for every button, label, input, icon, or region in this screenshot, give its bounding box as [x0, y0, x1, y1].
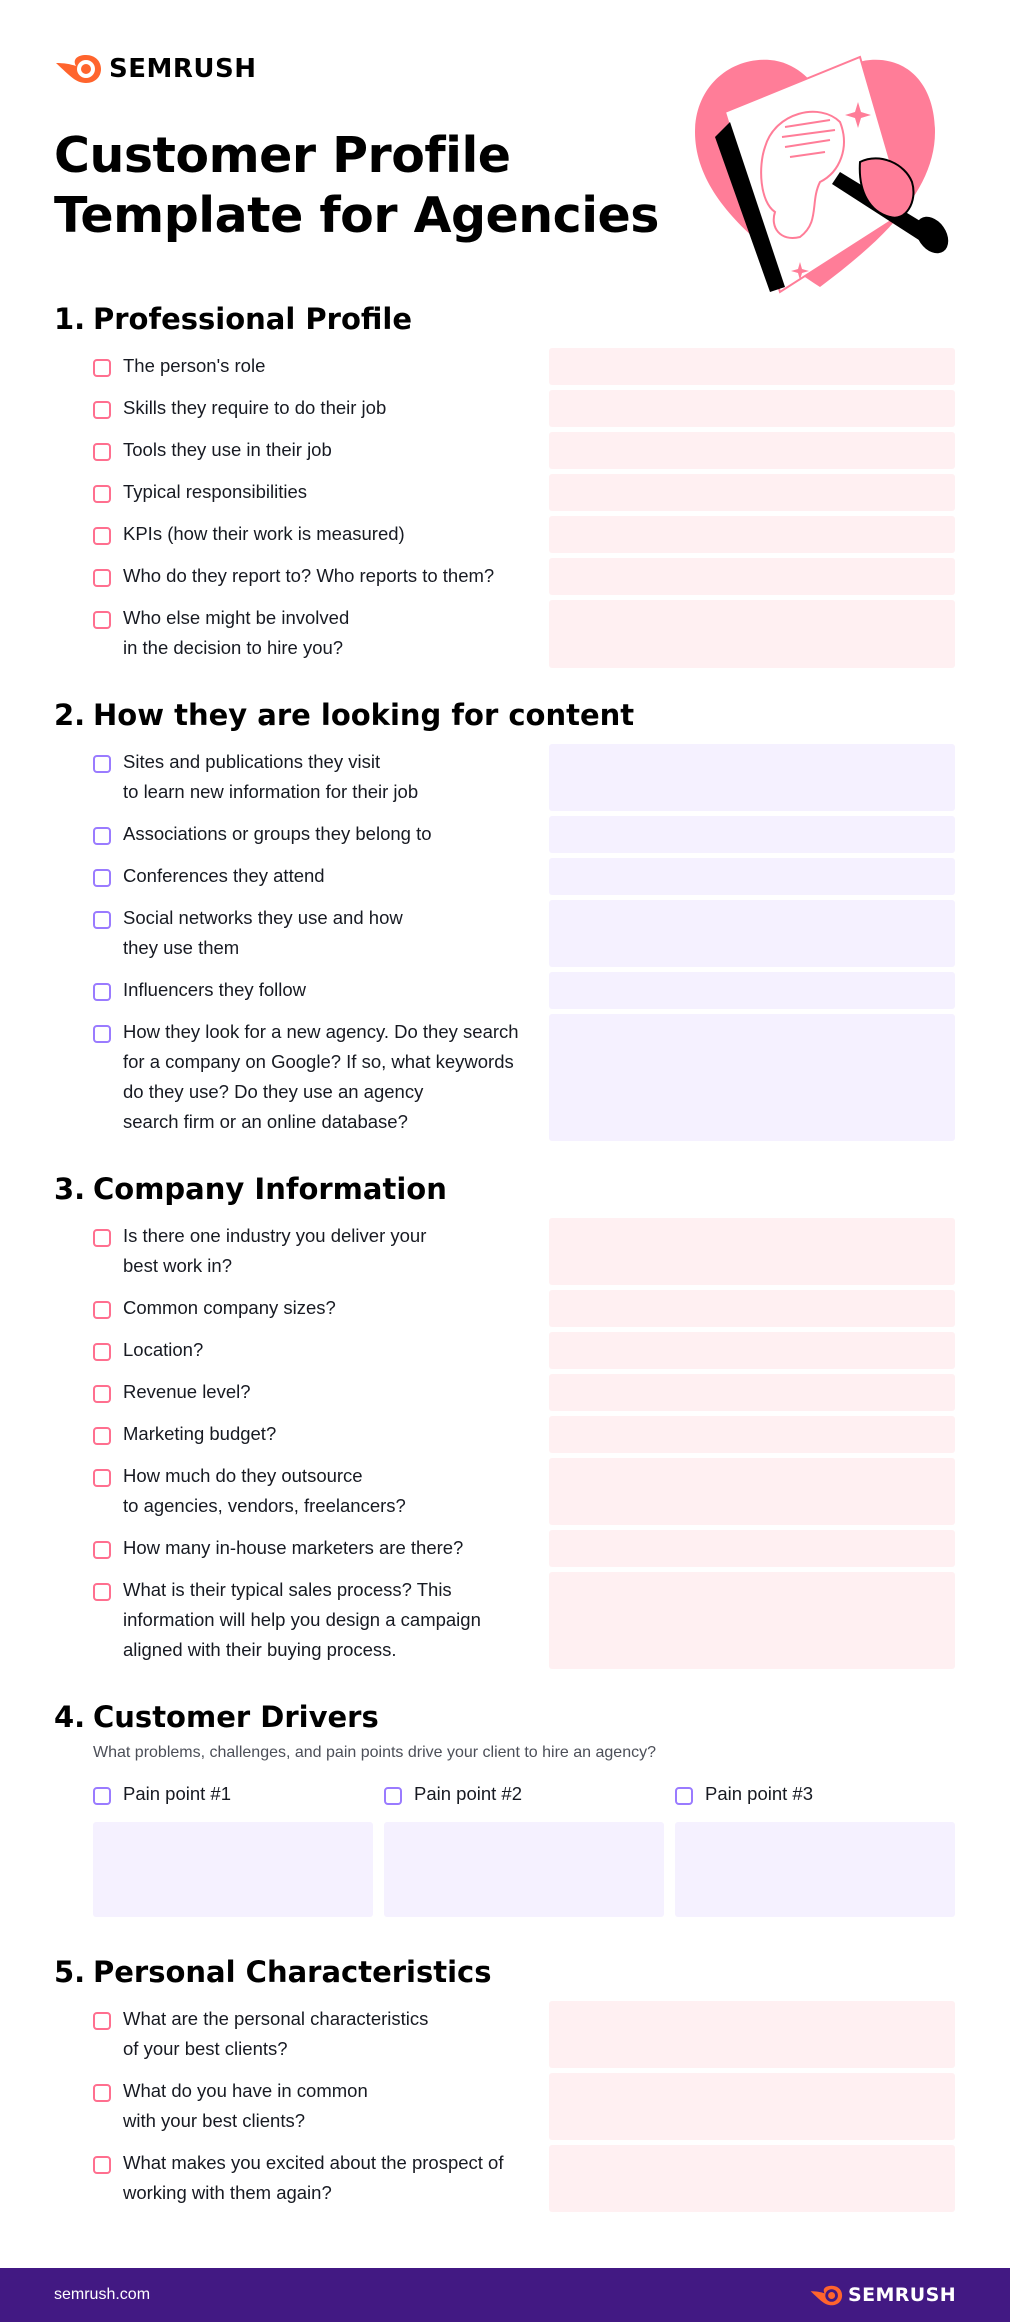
section-2-heading — [54, 698, 634, 732]
question-personal-characteristics — [93, 2004, 428, 2064]
checkbox[interactable] — [93, 911, 111, 929]
checkbox[interactable] — [93, 869, 111, 887]
question-conferences — [93, 861, 325, 891]
semrush-flame-icon — [809, 2285, 843, 2306]
section-number: 5. — [54, 1955, 86, 1989]
question-kpis — [93, 519, 405, 549]
answer-field[interactable] — [549, 2001, 955, 2068]
question-text: Social networks they use and how they use them — [123, 907, 403, 958]
answer-field[interactable] — [549, 1572, 955, 1669]
answer-field[interactable] — [549, 600, 955, 668]
checkbox[interactable] — [93, 983, 111, 1001]
question-agency-search — [93, 1017, 519, 1137]
pain-point-2-field[interactable] — [384, 1822, 664, 1917]
question-text: Skills they require to do their job — [123, 397, 387, 418]
question-text: Conferences they attend — [123, 865, 325, 886]
pain-point-2 — [384, 1779, 522, 1809]
question-text: Who else might be involved in the decision to hire you? — [123, 607, 350, 658]
section-3-heading — [54, 1172, 447, 1206]
question-text: How many in-house marketers are there? — [123, 1537, 464, 1558]
question-in-house-marketers — [93, 1533, 463, 1563]
checkbox[interactable] — [93, 1427, 111, 1445]
question-revenue — [93, 1377, 251, 1407]
answer-field[interactable] — [549, 1290, 955, 1327]
answer-field[interactable] — [549, 2145, 955, 2212]
checkbox[interactable] — [93, 611, 111, 629]
question-industry — [93, 1221, 426, 1281]
checkbox[interactable] — [93, 1583, 111, 1601]
answer-field[interactable] — [549, 858, 955, 895]
question-text: What do you have in common with your best clients? — [123, 2080, 368, 2131]
question-text: Revenue level? — [123, 1381, 251, 1402]
checkbox[interactable] — [384, 1787, 402, 1805]
checkbox[interactable] — [93, 1787, 111, 1805]
question-company-sizes — [93, 1293, 336, 1323]
section-title: Personal Characteristics — [93, 1955, 492, 1989]
question-text: Sites and publications they visit to learn new information for their job — [123, 751, 419, 802]
hero-illustration — [690, 52, 955, 297]
question-text: The person's role — [123, 355, 266, 376]
question-text: Common company sizes? — [123, 1297, 336, 1318]
question-marketing-budget — [93, 1419, 276, 1449]
semrush-logo — [54, 54, 256, 84]
question-text: Influencers they follow — [123, 979, 307, 1000]
question-text: Typical responsibilities — [123, 481, 308, 502]
checkbox[interactable] — [93, 401, 111, 419]
question-text: Who do they report to? Who reports to them? — [123, 565, 495, 586]
answer-field[interactable] — [549, 348, 955, 385]
question-sites — [93, 747, 418, 807]
question-text: KPIs (how their work is measured) — [123, 523, 405, 544]
checkbox[interactable] — [93, 1025, 111, 1043]
answer-field[interactable] — [549, 2073, 955, 2140]
pain-point-label: Pain point #1 — [123, 1783, 232, 1804]
question-text: What makes you excited about the prospect of working with them again? — [123, 2152, 504, 2203]
checkbox[interactable] — [93, 755, 111, 773]
question-outsourcing — [93, 1461, 406, 1521]
answer-field[interactable] — [549, 1218, 955, 1285]
checkbox[interactable] — [93, 527, 111, 545]
question-location — [93, 1335, 203, 1365]
brand-name: SEMRUSH — [109, 54, 257, 84]
page-title-line-1: Customer Profile — [54, 127, 511, 184]
checkbox[interactable] — [93, 827, 111, 845]
answer-field[interactable] — [549, 1458, 955, 1525]
checkbox[interactable] — [93, 443, 111, 461]
answer-field[interactable] — [549, 1332, 955, 1369]
question-text: What are the personal characteristics of your best clients? — [123, 2008, 429, 2059]
section-subtitle: What problems, challenges, and pain points drive your client to hire an agency? — [93, 1744, 656, 1761]
question-responsibilities — [93, 477, 307, 507]
checkbox[interactable] — [93, 1301, 111, 1319]
answer-field[interactable] — [549, 816, 955, 853]
question-reporting — [93, 561, 494, 591]
section-number: 4. — [54, 1700, 86, 1734]
checkbox[interactable] — [93, 2084, 111, 2102]
question-tools — [93, 435, 332, 465]
section-title: Professional Profile — [93, 302, 412, 336]
question-associations — [93, 819, 432, 849]
question-text: Location? — [123, 1339, 204, 1360]
checkbox[interactable] — [93, 569, 111, 587]
question-skills — [93, 393, 386, 423]
footer-brand-name: SEMRUSH — [847, 2284, 956, 2306]
section-4-heading — [54, 1700, 379, 1734]
answer-field[interactable] — [549, 1416, 955, 1453]
section-title: Customer Drivers — [93, 1700, 379, 1734]
answer-field[interactable] — [549, 1374, 955, 1411]
footer-url[interactable]: semrush.com — [54, 2286, 151, 2303]
semrush-flame-icon — [54, 54, 102, 84]
answer-field[interactable] — [549, 558, 955, 595]
section-title: Company Information — [93, 1172, 447, 1206]
page-title-line-2: Template for Agencies — [54, 187, 659, 244]
section-number: 3. — [54, 1172, 86, 1206]
section-number: 2. — [54, 698, 86, 732]
question-sales-process — [93, 1575, 481, 1665]
checkbox[interactable] — [93, 1469, 111, 1487]
section-5-heading — [54, 1955, 492, 1989]
checkbox[interactable] — [93, 359, 111, 377]
pain-point-1-field[interactable] — [93, 1822, 373, 1917]
answer-field[interactable] — [549, 390, 955, 427]
question-social-networks — [93, 903, 403, 963]
answer-field[interactable] — [549, 744, 955, 811]
section-1-heading — [54, 302, 412, 336]
checkbox[interactable] — [93, 1229, 111, 1247]
answer-field[interactable] — [549, 900, 955, 967]
pain-point-label: Pain point #2 — [414, 1783, 523, 1804]
answer-field[interactable] — [549, 972, 955, 1009]
checkbox[interactable] — [93, 485, 111, 503]
checkbox[interactable] — [93, 1541, 111, 1559]
footer — [0, 2268, 1010, 2322]
question-text: How they look for a new agency. Do they search for a company on Google? If so, what keywords do they use? Do they use an agency search firm or an online database? — [123, 1021, 519, 1132]
question-text: How much do they outsource to agencies, vendors, freelancers? — [123, 1465, 406, 1516]
pain-point-1 — [93, 1779, 231, 1809]
question-role — [93, 351, 265, 381]
question-decision-makers — [93, 603, 349, 663]
section-number: 1. — [54, 302, 86, 336]
pain-point-3-field[interactable] — [675, 1822, 955, 1917]
answer-field[interactable] — [549, 432, 955, 469]
question-text: What is their typical sales process? This information will help you design a campaign aligned with their buying process. — [123, 1579, 481, 1660]
question-text: Associations or groups they belong to — [123, 823, 432, 844]
answer-field[interactable] — [549, 516, 955, 553]
question-excitement — [93, 2148, 504, 2208]
checkbox[interactable] — [93, 2156, 111, 2174]
checkbox[interactable] — [93, 1385, 111, 1403]
question-text: Is there one industry you deliver your best work in? — [123, 1225, 427, 1276]
section-title: How they are looking for content — [93, 698, 635, 732]
question-text: Marketing budget? — [123, 1423, 277, 1444]
question-common-traits — [93, 2076, 368, 2136]
pain-point-3 — [675, 1779, 813, 1809]
question-influencers — [93, 975, 306, 1005]
checkbox[interactable] — [93, 1343, 111, 1361]
answer-field[interactable] — [549, 1014, 955, 1141]
checkbox[interactable] — [675, 1787, 693, 1805]
pain-point-label: Pain point #3 — [705, 1783, 814, 1804]
question-text: Tools they use in their job — [123, 439, 332, 460]
page-title — [54, 126, 659, 246]
answer-field[interactable] — [549, 1530, 955, 1567]
answer-field[interactable] — [549, 474, 955, 511]
footer-logo — [809, 2284, 956, 2306]
checkbox[interactable] — [93, 2012, 111, 2030]
